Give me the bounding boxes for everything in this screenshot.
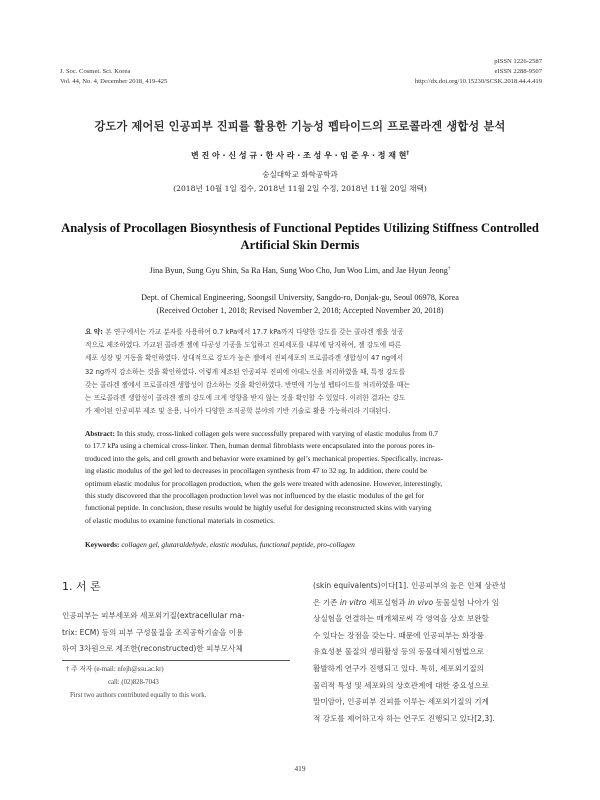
text-line — [85, 405, 521, 418]
eissn: eISSN 2288-9507 — [494, 68, 542, 75]
text-line — [85, 428, 521, 440]
text-line: 말미암아, 인공피부 진피를 이루는 세포외기질의 기계 — [313, 697, 489, 707]
body-left-column — [62, 608, 290, 658]
text-line — [85, 339, 521, 352]
text-line-content: 세포 성장 및 거동을 확인하였다. 상대적으로 강도가 높은 젤에서 진피세포의 프로콜라겐 생합성이 47 ng에서 — [85, 354, 404, 363]
abstract-korean — [85, 326, 521, 418]
text-line — [85, 453, 521, 465]
journal-name: J. Soc. Cosmet. Sci. Korea — [60, 68, 131, 75]
keywords — [85, 540, 521, 549]
abstract-korean-lines — [85, 326, 521, 418]
text-line: 물리적 특성 및 세포와의 상호관계에 대한 중요성으로 — [313, 680, 489, 690]
authors-korean-names: 변 진 아 · 신 성 규 · 한 사 라 · 조 성 우 · 임 준 우 · 정 재 현 — [190, 151, 407, 160]
footnote-call: call: (02)828-7043 — [108, 679, 159, 686]
text-line: (skin equivalents)이다[1]. 인공피부의 높은 인체 상관성 — [313, 581, 507, 590]
text-line — [85, 515, 521, 527]
authors-english-names: Jina Byun, Sung Gyu Shin, Sa Ra Han, Sung Woo Cho, Jun Woo Lim, and Jae Hyun Jeong — [149, 266, 448, 275]
text-line-content: this study discovered that the procollagen production level was not influenced by the elastic modulus of the gel for — [85, 491, 425, 501]
footnote-equal-contribution: First two authors contributed equally to this work. — [70, 692, 207, 699]
text-line-content: 하여 3차원으로 제조한(reconstructed)한 피부모사체 — [62, 644, 243, 654]
text-line — [85, 478, 521, 490]
text-line — [85, 465, 521, 477]
footnote-divider — [62, 660, 290, 661]
footnote-corresponding: † 주 저자 (e-mail: nfejh@ssu.ac.kr) — [66, 666, 164, 673]
text-line-content: to 17.7 kPa using a chemical cross-linker. Then, human dermal fibroblasts were encapsulated into the porous pores in- — [85, 441, 435, 451]
section-heading-introduction: 1. 서 론 — [62, 580, 101, 593]
dates-english: (Received October 1, 2018; Revised November 2, 2018; Accepted November 20, 2018) — [156, 306, 444, 315]
text-line — [62, 625, 290, 642]
text-line-content: 적으로 제조하였다. 가교된 콜라겐 젤에 다공성 기공을 도입하고 진피세포를 내부에 담지하여, 젤 강도에 따른 — [85, 341, 402, 350]
text-line: 수 있다는 장점을 갖는다. 때문에 인공피부는 화장품 — [313, 630, 484, 640]
affiliation-english: Dept. of Chemical Engineering, Soongsil University, Sangdo-ro, Donjak-gu, Seoul 06978, Korea — [141, 293, 459, 302]
text-line-content: 는 프로콜라겐 생합성이 콜라겐 젤의 강도에 크게 영향을 받지 않는 것을 확인할 수 있었다. 이러한 결과는 강도 — [85, 394, 406, 403]
body-right-column — [313, 578, 541, 727]
text-line-content: trix: ECM) 등의 피부 구성물질을 조직공학기술을 이용 — [62, 627, 244, 637]
keywords-list: collagen gel, glutaraldehyde, elastic modulus, functional peptide, pro-collagen — [121, 540, 355, 549]
text-line — [85, 392, 521, 405]
text-line — [85, 379, 521, 392]
abstract-english-lines — [85, 428, 521, 527]
text-line — [85, 490, 521, 502]
keywords-label: Keywords: — [85, 540, 120, 549]
corresponding-mark-en: † — [447, 266, 451, 272]
text-line-content: In this study, cross-linked collagen gels were successfully prepared with varying of elastic modulus from 0.7 — [116, 429, 438, 438]
authors-english — [40, 266, 560, 275]
text-line — [85, 366, 521, 379]
text-line — [85, 352, 521, 365]
text-line-content: troduced into the gels, and cell growth and behavior were examined by gel’s mechanical properties. Specifically, increas- — [85, 453, 444, 463]
journal-volume: Vol. 44, No. 4, December 2018, 419-425 — [60, 78, 168, 85]
text-line: 적 강도를 제어하고자 하는 연구도 진행되고 있다[2,3]. — [313, 713, 495, 723]
title-english — [30, 220, 570, 254]
doi-link[interactable]: http://dx.doi.org/10.15230/SCSK.2018.44.4.419 — [414, 78, 542, 85]
text-line-content: of elastic modulus to examine functional materials in cosmetics. — [85, 515, 275, 525]
text-line: 활발하게 연구가 진행되고 있다. 특히, 세포외기질의 — [313, 663, 484, 673]
abstract-label: 요 약: — [85, 328, 106, 336]
text-line — [85, 326, 521, 339]
text-line: 유효성분 물질의 생리활성 등의 동물대체시험법으로 — [313, 647, 485, 657]
text-line — [85, 502, 521, 514]
title-korean: 강도가 제어된 인공피부 진피를 활용한 기능성 펩타이드의 프로콜라겐 생합성 분석 — [94, 120, 506, 133]
text-line: 상실험을 연결하는 매개체로써 각 영역을 상호 보완할 — [313, 614, 489, 624]
text-line-content: 본 연구에서는 가교 분자를 사용하여 0.7 kPa에서 17.7 kPa까지 다양한 강도를 갖는 콜라겐 젤을 성공 — [105, 328, 404, 336]
text-line: 은 기존 in vitro 세포실험과 in vivo 동물실험 나아가 임 — [313, 597, 500, 607]
abstract-label: Abstract: — [85, 429, 117, 438]
text-line-content: 인공피부는 피부세포와 세포외기질(extracellular ma- — [62, 611, 245, 620]
text-line-content: functional peptide. In conclusion, these results would be highly useful for designing reconstructed skins with varying — [85, 503, 432, 513]
pissn: pISSN 1226-2587 — [494, 58, 542, 65]
text-line-content: 가 제어된 인공피부 제조 및 응용, 나아가 다양한 조직공학 분야의 기반 기술로 활용 가능하리라 기대된다. — [85, 407, 391, 416]
text-line-content: optimum elastic modulus for procollagen production, when the gels were treated with adenosine. However, interestingly, — [85, 478, 443, 488]
title-english-line2: Artificial Skin Dermis — [240, 238, 360, 252]
affiliation-korean: 숭실대학교 화학공학과 — [262, 170, 338, 179]
dates-korean: (2018년 10월 1일 접수, 2018년 11월 2일 수정, 2018년 11월 20일 채택) — [173, 184, 427, 193]
text-line-content: 갖는 콜라겐 젤에서 프로콜라겐 생합성이 감소하는 것을 확인하였다. 반면에 기능성 펩타이드를 처리하였을 때는 — [85, 380, 410, 389]
page-number: 419 — [294, 764, 306, 773]
title-english-line1: Analysis of Procollagen Biosynthesis of Functional Peptides Utilizing Stiffness Controlled — [61, 221, 539, 235]
authors-korean — [100, 150, 500, 161]
text-line — [62, 608, 290, 625]
text-line-content: ing elastic modulus of the gel led to decreases in procollagen synthesis from 47 to 32 ng. In addition, there could be — [85, 466, 428, 476]
abstract-english — [85, 428, 521, 527]
text-line — [62, 641, 290, 658]
text-line-content: 32 ng까지 감소하는 것을 확인하였다. 이렇게 제조된 인공피부 진피에 아데노신을 처리하였을 때, 특정 강도를 — [85, 367, 406, 376]
corresponding-mark-ko: † — [406, 150, 410, 157]
text-line — [85, 440, 521, 452]
